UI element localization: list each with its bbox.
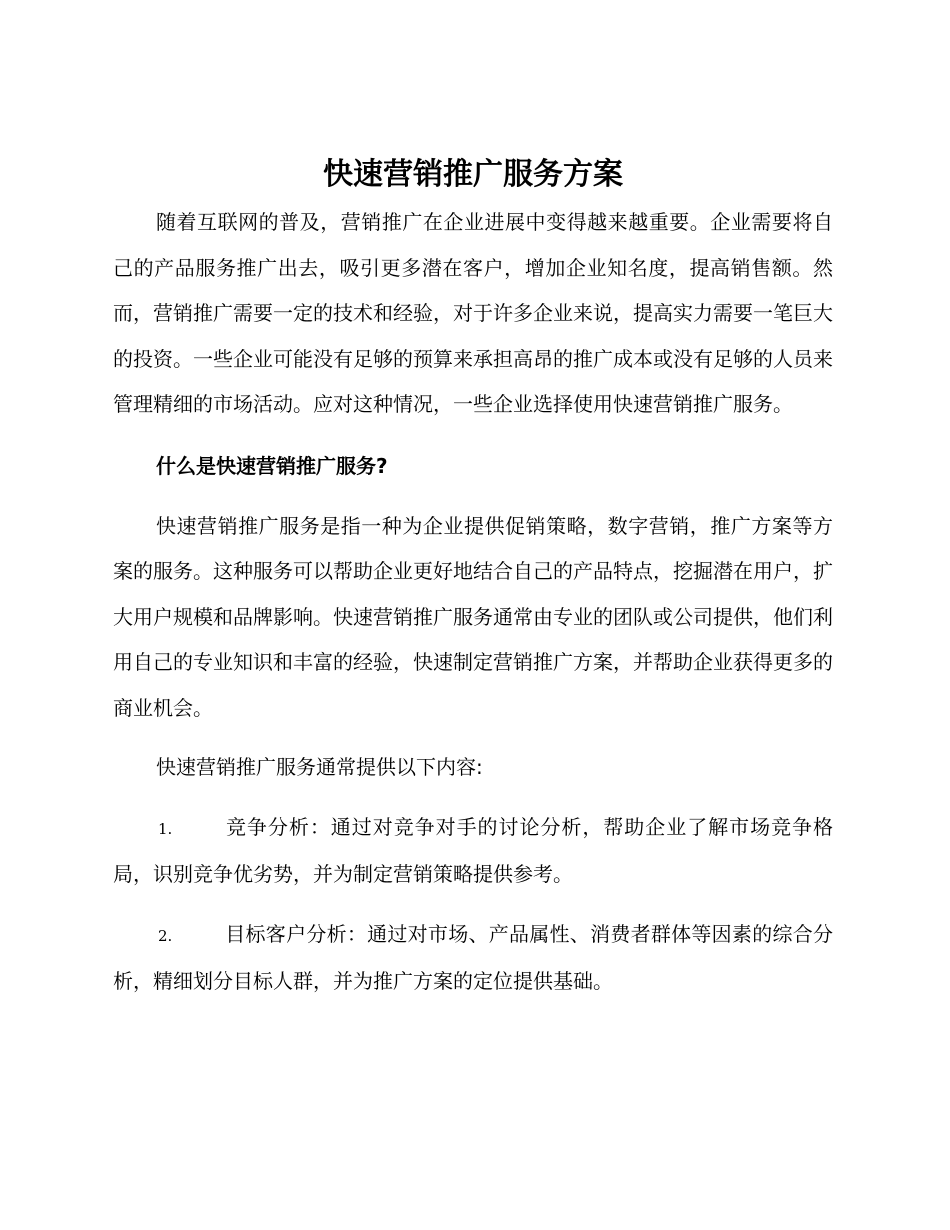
definition-paragraph: 快速营销推广服务是指一种为企业提供促销策略，数字营销，推广方案等方案的服务。这种服务可以帮助企业更好地结合自己的产品特点，挖掘潜在用户，扩大用户规模和品牌影响。快速营销推广服务通常由专业的团队或公司提供，他们利用自己的专业知识和丰富的经验，快速制定营销推广方案，并帮助企业获得更多的商业机会。: [113, 513, 833, 720]
list-item: [113, 912, 833, 1005]
section-heading: 什么是快速营销推广服务?: [156, 453, 388, 478]
list-item-text: 竞争分析：通过对竞争对手的讨论分析，帮助企业了解市场竞争格局，识别竞争优劣势，并为制定营销策略提供参考。: [113, 814, 833, 886]
list-item: [113, 805, 833, 898]
intro-paragraph: 随着互联网的普及，营销推广在企业进展中变得越来越重要。企业需要将自己的产品服务推广出去，吸引更多潜在客户，增加企业知名度，提高销售额。然而，营销推广需要一定的技术和经验，对于许多企业来说，提高实力需要一笔巨大的投资。一些企业可能没有足够的预算来承担高昂的推广成本或没有足够的人员来管理精细的市场活动。应对这种情况，一些企业选择使用快速营销推广服务。: [113, 210, 833, 416]
list-item-text: 目标客户分析：通过对市场、产品属性、消费者群体等因素的综合分析，精细划分目标人群，并为推广方案的定位提供基础。: [113, 921, 833, 993]
document-page: [113, 150, 833, 1005]
document-title: 快速营销推广服务方案: [323, 157, 623, 192]
list-item-number: 1.: [158, 819, 173, 838]
list-item-number: 2.: [158, 926, 173, 945]
list-intro-paragraph: 快速营销推广服务通常提供以下内容:: [156, 755, 483, 779]
